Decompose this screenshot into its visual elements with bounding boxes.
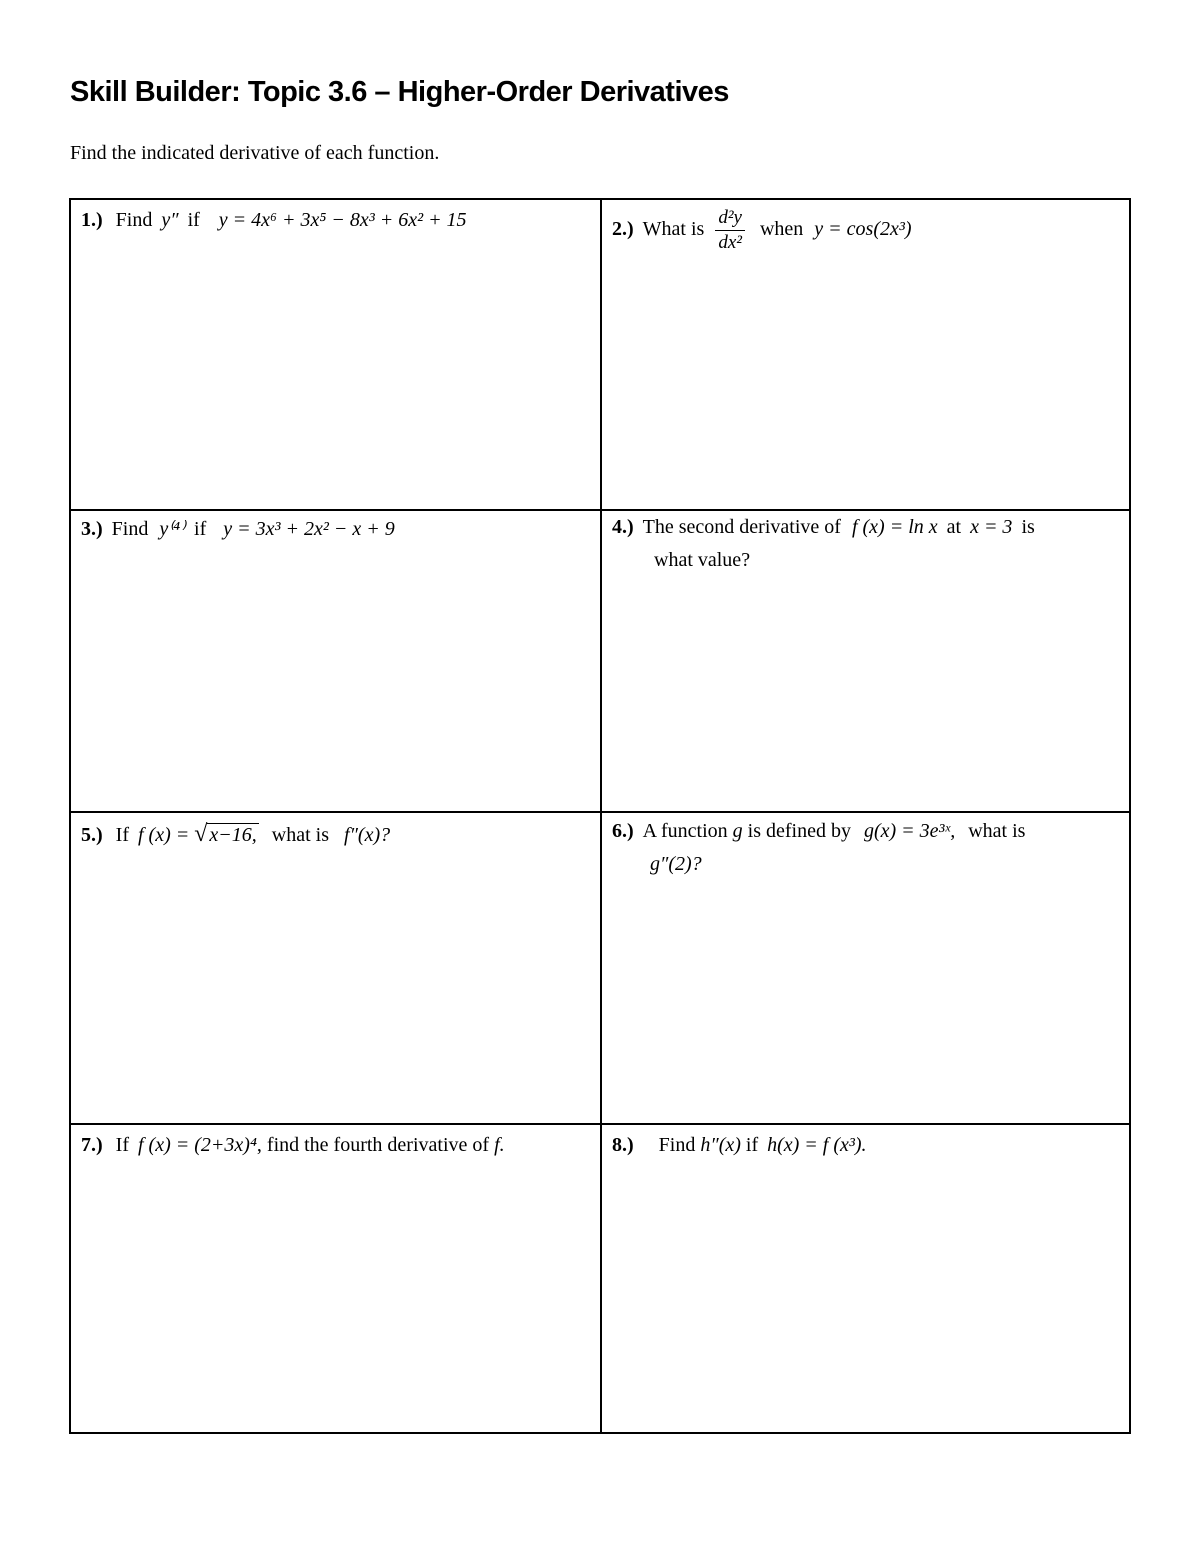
problem-3-text: 3.) Find y⁽⁴⁾ if y = 3x³ + 2x² − x + 9 [81, 518, 395, 540]
problem-1-expression: y = 4x⁶ + 3x⁵ − 8x³ + 6x² + 15 [218, 209, 467, 231]
problem-1-text: 1.) Find y″ if y = 4x⁶ + 3x⁵ − 8x³ + 6x² + 15 [81, 209, 467, 231]
problem-number: 4.) [612, 516, 634, 538]
page-title: Skill Builder: Topic 3.6 – Higher-Order Derivatives [70, 76, 729, 108]
problem-8-text: 8.) Find h″(x) if h(x) = f (x³). [612, 1134, 867, 1156]
problem-3-expression: y = 3x³ + 2x² − x + 9 [223, 518, 395, 540]
problem-number: 3.) [81, 518, 103, 540]
problem-2-expression: y = cos(2x³) [814, 217, 912, 240]
problem-cell-6 [602, 813, 1131, 1125]
problem-5-text: 5.) If f (x) = √ x−16, what is f″(x)? [81, 821, 391, 847]
instructions: Find the indicated derivative of each function. [70, 142, 440, 164]
problem-cell-2 [602, 200, 1131, 511]
problem-number: 6.) [612, 820, 634, 842]
problem-cell-3 [71, 511, 602, 813]
square-root: √ x−16, [194, 821, 257, 847]
problem-cell-4 [602, 511, 1131, 813]
problem-number: 8.) [612, 1134, 634, 1156]
problem-number: 5.) [81, 824, 103, 846]
problem-2-text: 2.) What is $\frac{\text{d²y}}{\text{dx²}}$ when y = cos(2x³) [612, 207, 912, 253]
problem-cell-1 [71, 200, 602, 511]
problem-number: 2.) [612, 217, 634, 240]
problem-4-text: 4.) The second derivative of f (x) = ln x at x = 3 is what value? [612, 516, 1035, 571]
problem-grid [69, 198, 1131, 1434]
problem-6-text: 6.) A function g is defined by g(x) = 3e³ˣ, what is g″(2)? [612, 820, 1026, 875]
second-derivative-fraction: $\frac{\text{d²y}}{\text{dx²}}$ [715, 206, 745, 255]
problem-7-text: 7.) If f (x) = (2+3x)⁴, find the fourth derivative of f. [81, 1134, 505, 1156]
problem-cell-7 [71, 1125, 602, 1432]
problem-cell-5 [71, 813, 602, 1125]
problem-cell-8 [602, 1125, 1131, 1432]
problem-number: 1.) [81, 209, 103, 231]
problem-number: 7.) [81, 1134, 103, 1156]
